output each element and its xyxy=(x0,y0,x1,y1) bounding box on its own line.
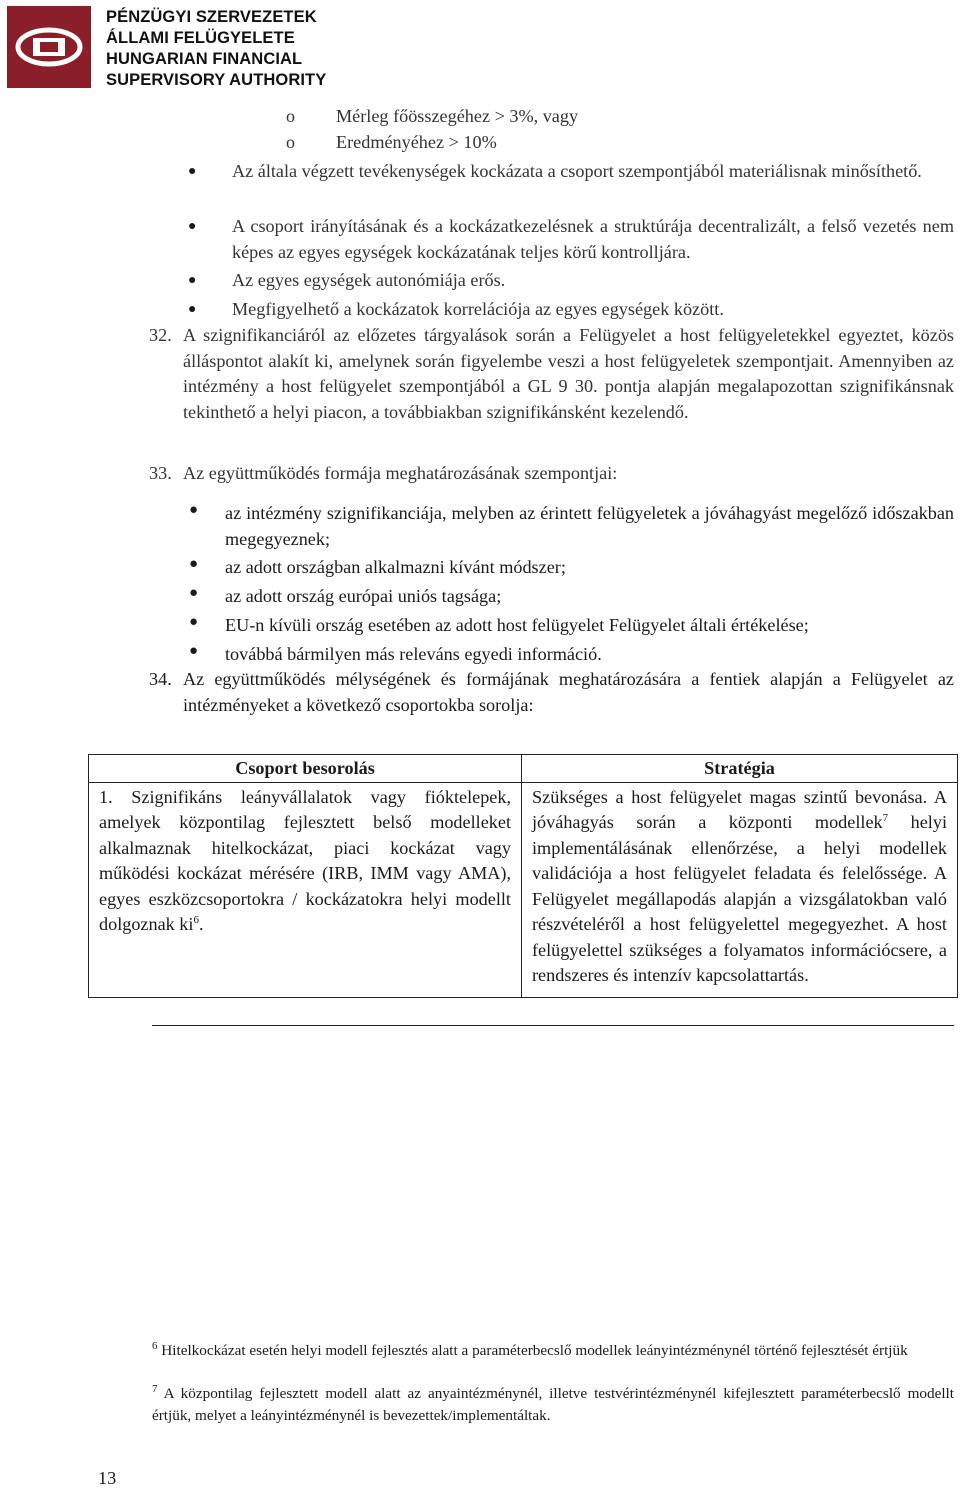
footnote-ref: 7 xyxy=(882,811,889,824)
table-header-row xyxy=(89,755,958,783)
bullet-icon: ● xyxy=(188,302,197,317)
org-name xyxy=(106,7,326,91)
page-number: 13 xyxy=(98,1468,117,1488)
list-item: az adott ország európai uniós tagsága; xyxy=(225,586,502,606)
group-text: 1. Szignifikáns leányvállalatok vagy fióktelepek, amelyek központilag fejlesztett belső modelleket alkalmaznak hitelkockázat, piaci kockázat vagy működési kockázat mérésére (IRB, IMM vagy AMA), egyes eszközcsoportokra / kockázatokra helyi modellt dolgoznak ki xyxy=(99,786,511,934)
paragraph-32: A szignifikanciáról az előzetes tárgyalások során a Felügyelet a host felügyeletekkel egyeztet, közös álláspontot alakít ki, amelynek során figyelembe veszi a host felügyeletek szempontjait. Amennyiben az intézmény a host felügyelet szempontjából a GL 9 30. pontja alapján megalapozottan szignifikánsnak tekinthető a helyi piacon, a továbbiakban szignifikánsként kezelendő. xyxy=(183,325,954,422)
table-row xyxy=(89,782,958,997)
bullet-icon: ● xyxy=(189,502,199,518)
footnote-text: A központilag fejlesztett modell alatt az anyaintézménynél, illetve testvérintézménynél kifejlesztett paraméterbecslő modellt értjük, melyet a leányintézménynél is bevezettek/implementáltak. xyxy=(152,1385,954,1424)
footnote-6 xyxy=(152,1340,954,1362)
bullet-icon: ● xyxy=(189,556,199,572)
list-item: Az egyes egységek autonómiája erős. xyxy=(232,270,506,290)
footnote-text: Hitelkockázat esetén helyi modell fejlesztés alatt a paraméterbecslő modellek leányintézménynél történő fejlesztését értjük xyxy=(161,1342,908,1359)
list-item: Az általa végzett tevékenységek kockázata a csoport szempontjából materiálisnak minősíthető. xyxy=(232,161,922,181)
period: . xyxy=(198,914,204,934)
footnote-divider xyxy=(152,1025,954,1026)
column-header-strategy: Stratégia xyxy=(522,755,958,783)
sub-item: Mérleg főösszegéhez > 3%, vagy xyxy=(336,106,579,126)
bullet-icon: ● xyxy=(188,219,197,234)
footnote-number: 6 xyxy=(152,1339,158,1352)
paragraph-33: Az együttműködés formája meghatározásának szempontjai: xyxy=(183,463,618,483)
bullet-icon: ● xyxy=(189,643,199,659)
column-header-group: Csoport besorolás xyxy=(89,755,522,783)
list-item: EU-n kívüli ország esetében az adott host felügyelet Felügyelet általi értékelése; xyxy=(225,615,809,635)
paragraph-number: 33. xyxy=(149,463,172,483)
table-cell-strategy xyxy=(522,782,958,997)
psz-logo-icon xyxy=(7,6,91,88)
list-item: az adott országban alkalmazni kívánt módszer; xyxy=(225,557,566,577)
footnote-number: 7 xyxy=(152,1382,158,1395)
paragraph-number: 34. xyxy=(149,669,172,689)
strategy-text-b: helyi implementálásának ellenőrzése, a helyi modellek validációja a host felügyelet feladata és felelőssége. A Felügyelet megállapodás alapján a vizsgálatokban való részvételéről a host felügyelettel megegyezhet. A host felügyelettel szükséges a folyamatos információcsere, a rendszeres és intenzív kapcsolattartás. xyxy=(532,812,947,985)
paragraph-34: Az együttműködés mélységének és formájának meghatározására a fentiek alapján a Felügyelet az intézményeket a következő csoportokba sorolja: xyxy=(183,669,954,715)
org-line-3: HUNGARIAN FINANCIAL xyxy=(106,50,303,68)
sub-item: Eredményéhez > 10% xyxy=(336,132,497,152)
footnote-7 xyxy=(152,1383,954,1426)
bullet-icon: ● xyxy=(189,585,199,601)
footnote-ref: 6 xyxy=(193,913,199,926)
org-line-4: SUPERVISORY AUTHORITY xyxy=(106,71,327,89)
bullet-icon: ● xyxy=(188,164,197,179)
table-cell-group xyxy=(89,782,522,997)
list-item: Megfigyelhető a kockázatok korrelációja az egyes egységek között. xyxy=(232,299,724,319)
org-line-2: ÁLLAMI FELÜGYELETE xyxy=(106,29,295,47)
paragraph-number: 32. xyxy=(149,325,172,345)
group-strategy-table xyxy=(88,754,958,998)
sub-item-marker: o xyxy=(286,106,295,126)
list-item: az intézmény szignifikanciája, melyben az érintett felügyeletek a jóváhagyást megelőző időszakban megegyeznek; xyxy=(225,503,954,549)
bullet-icon: ● xyxy=(188,273,197,288)
list-item: továbbá bármilyen más releváns egyedi információ. xyxy=(225,644,602,664)
list-item: A csoport irányításának és a kockázatkezelésnek a struktúrája decentralizált, a felső vezetés nem képes az egyes egységek kockázatának teljes körű kontrolljára. xyxy=(232,216,954,262)
strategy-text-a: Szükséges a host felügyelet magas szintű bevonása. A jóváhagyás során a központi modellek xyxy=(532,786,947,832)
sub-item-marker: o xyxy=(286,132,295,152)
bullet-icon: ● xyxy=(189,614,199,630)
org-line-1: PÉNZÜGYI SZERVEZETEK xyxy=(106,8,317,26)
